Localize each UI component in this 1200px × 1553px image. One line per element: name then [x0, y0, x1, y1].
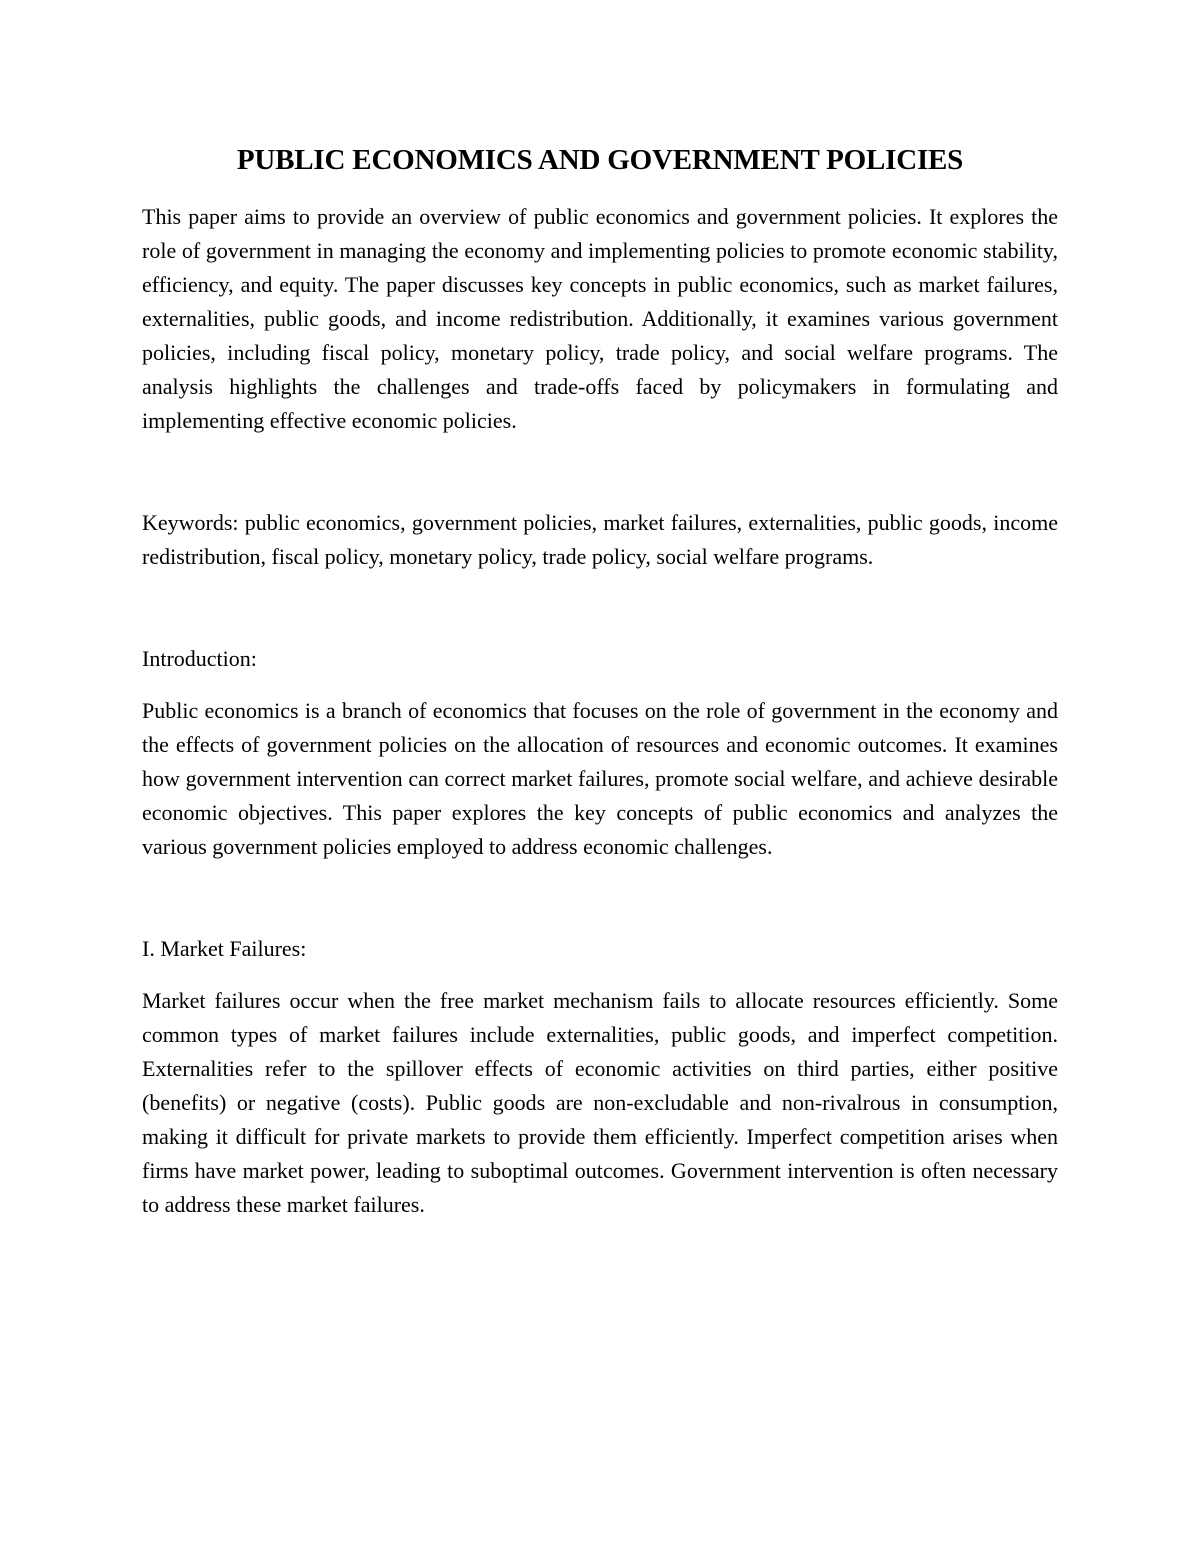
- keywords-paragraph: Keywords: public economics, government policies, market failures, externalities, public goods, income redistribution, fiscal policy, monetary policy, trade policy, social welfare programs.: [142, 510, 1058, 569]
- spacer: [142, 966, 1058, 984]
- document-page: [142, 140, 1058, 1222]
- document-title: PUBLIC ECONOMICS AND GOVERNMENT POLICIES: [236, 144, 964, 176]
- market-failures-heading: I. Market Failures:: [142, 936, 307, 961]
- introduction-paragraph: Public economics is a branch of economics that focuses on the role of government in the economy and the effects of government policies on the allocation of resources and economic outcomes. It examines how government intervention can correct market failures, promote social welfare, and achieve desirable economic objectives. This paper explores the key concepts of public economics and analyzes the various government policies employed to address economic challenges.: [142, 698, 1058, 859]
- spacer: [142, 676, 1058, 694]
- spacer: [142, 574, 1058, 642]
- spacer: [142, 864, 1058, 932]
- spacer: [142, 438, 1058, 506]
- abstract-paragraph: This paper aims to provide an overview of public economics and government policies. It explores the role of government in managing the economy and implementing policies to promote economic stability, efficiency, and equity. The paper discusses key concepts in public economics, such as market failures, externalities, public goods, and income redistribution. Additionally, it examines various government policies, including fiscal policy, monetary policy, trade policy, and social welfare programs. The analysis highlights the challenges and trade-offs faced by policymakers in formulating and implementing effective economic policies.: [142, 204, 1058, 433]
- market-failures-paragraph: Market failures occur when the free market mechanism fails to allocate resources efficiently. Some common types of market failures include externalities, public goods, and imperfect competition. Externalities refer to the spillover effects of economic activities on third parties, either positive (benefits) or negative (costs). Public goods are non-excludable and non-rivalrous in consumption, making it difficult for private markets to provide them efficiently. Imperfect competition arises when firms have market power, leading to suboptimal outcomes. Government intervention is often necessary to address these market failures.: [142, 988, 1058, 1217]
- introduction-heading: Introduction:: [142, 646, 257, 671]
